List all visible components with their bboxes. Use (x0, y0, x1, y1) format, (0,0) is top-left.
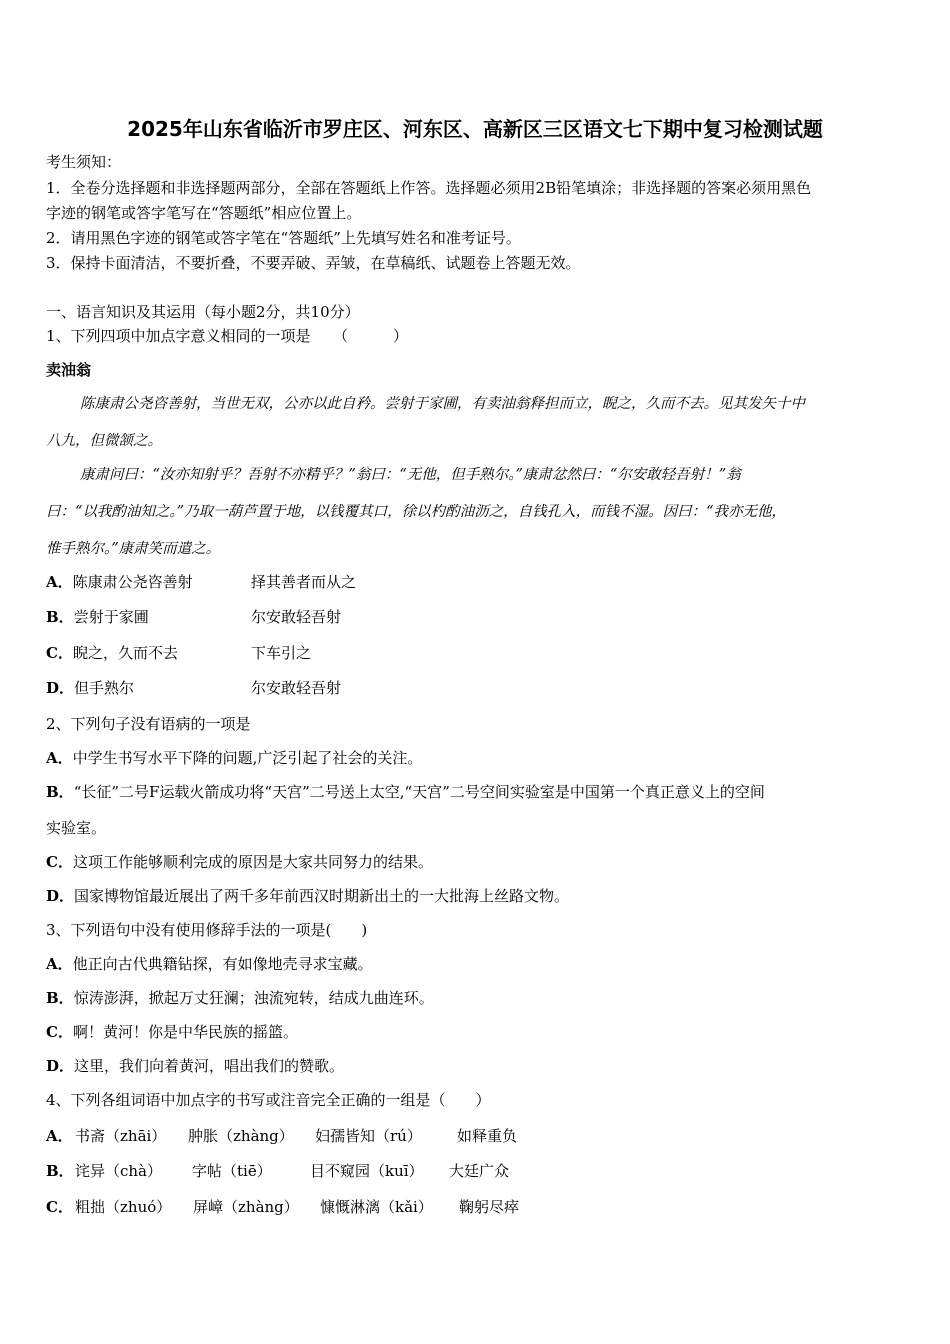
option-letter: D． (46, 887, 75, 905)
word-item: 如释重负 (457, 1127, 518, 1145)
word-item: 字帖（tiē） (192, 1162, 272, 1180)
option-text: 这里，我们向着黄河，唱出我们的赞歌。 (74, 1057, 345, 1075)
passage-title: 卖油翁 (46, 361, 92, 379)
passage-line: 八九，但微颔之。 (46, 433, 162, 449)
option-c (46, 643, 178, 663)
option-text: 他正向古代典籍钻探，有如像地壳寻求宝藏。 (72, 955, 373, 973)
option-letter: B． (46, 989, 74, 1007)
question-3-stem: 3、下列语句中没有使用修辞手法的一项是( ) (46, 921, 368, 939)
option-text: 这项工作能够顺利完成的原因是大家共同努力的结果。 (72, 853, 433, 871)
notice-line: 2．请用黑色字迹的钢笔或答字笔在“答题纸”上先填写姓名和准考证号。 (46, 229, 521, 247)
option-letter: C． (46, 1023, 73, 1041)
option-text: 国家博物馆最近展出了两千多年前西汉时期新出土的一大批海上丝路文物。 (74, 887, 570, 905)
option-letter: D． (46, 1057, 75, 1075)
option-letter: D． (46, 679, 75, 697)
option-letter: B． (46, 608, 74, 626)
passage-line: 惟手熟尔。”康肃笑而遣之。 (46, 541, 221, 557)
option-text: “长征”二号F运载火箭成功将“天宫”二号送上太空,“天宫”二号空间实验室是中国第一个真正意义上的空间 (73, 783, 765, 801)
option-right: 尔安敢轻吾射 (251, 679, 342, 697)
question-1-stem: 1、下列四项中加点字意义相同的一项是 （ ） (46, 327, 409, 345)
option-text: 惊涛澎湃，掀起万丈狂澜；浊流宛转，结成九曲连环。 (73, 989, 434, 1007)
option-letter: A． (46, 749, 73, 767)
notice-line: 字迹的钢笔或答字笔写在“答题纸”相应位置上。 (46, 204, 362, 222)
option-d (46, 1056, 344, 1076)
word-item: 慷慨淋漓（kǎi） (320, 1198, 433, 1216)
word-item: 书斋（zhāi） (75, 1127, 167, 1145)
option-a (46, 748, 422, 768)
option-left: 但手熟尔 (74, 679, 135, 697)
option-text: 啊！黄河！你是中华民族的摇篮。 (72, 1023, 298, 1041)
word-item: 粗拙（zhuó） (75, 1198, 172, 1216)
option-letter: C． (46, 644, 73, 662)
word-item: 目不窥园（kuī） (310, 1162, 424, 1180)
word-item: 鞠躬尽瘁 (459, 1198, 520, 1216)
notice-heading: 考生须知： (46, 153, 122, 171)
option-letter: B． (46, 783, 74, 801)
word-item: 妇孺皆知（rú） (315, 1127, 422, 1145)
option-a (46, 954, 373, 974)
option-d (46, 678, 134, 698)
section-heading: 一、语言知识及其运用（每小题2分，共10分） (46, 303, 360, 321)
option-left: 尝射于家圃 (73, 608, 149, 626)
option-letter: A． (46, 1127, 73, 1145)
word-item: 屏嶂（zhàng） (193, 1198, 299, 1216)
question-2-stem: 2、下列句子没有语病的一项是 (46, 715, 251, 733)
passage-line: 康肃问曰：“汝亦知射乎？吾射不亦精乎？”翁曰：“无他，但手熟尔。”康肃忿然曰：“尔安敢轻吾射！”翁 (80, 467, 741, 483)
word-item: 肿胀（zhàng） (188, 1127, 294, 1145)
option-letter: C． (46, 1198, 73, 1216)
option-left: 睨之，久而不去 (72, 644, 178, 662)
option-letter: C． (46, 853, 73, 871)
notice-line: 1．全卷分选择题和非选择题两部分，全部在答题纸上作答。选择题必须用2B铅笔填涂；非选择题的答案必须用黑色 (46, 179, 812, 197)
option-right: 尔安敢轻吾射 (251, 608, 342, 626)
option-b (46, 988, 434, 1008)
option-text: 中学生书写水平下降的问题,广泛引起了社会的关注。 (72, 749, 423, 767)
page-title: 2025年山东省临沂市罗庄区、河东区、高新区三区语文七下期中复习检测试题 (127, 117, 823, 141)
passage-line: 曰：“以我酌油知之。”乃取一葫芦置于地，以钱覆其口，徐以杓酌油沥之，自钱孔入，而钱不湿。因曰：“我亦无他， (46, 504, 786, 520)
word-item: 诧异（chà） (75, 1162, 163, 1180)
option-left: 陈康肃公尧咨善射 (72, 573, 193, 591)
option-letter: A． (46, 955, 73, 973)
option-b-continued: 实验室。 (46, 819, 107, 837)
option-b (46, 607, 149, 627)
option-letter: A． (46, 573, 73, 591)
option-c (46, 1022, 298, 1042)
option-right: 下车引之 (251, 644, 312, 662)
notice-line: 3．保持卡面清洁，不要折叠，不要弄破、弄皱，在草稿纸、试题卷上答题无效。 (46, 254, 581, 272)
option-letter: B． (46, 1162, 74, 1180)
passage-line: 陈康肃公尧咨善射，当世无双，公亦以此自矜。尝射于家圃，有卖油翁释担而立，睨之，久而不去。见其发矢十中 (80, 396, 805, 412)
option-right: 择其善者而从之 (251, 573, 357, 591)
option-d (46, 886, 569, 906)
option-c (46, 852, 433, 872)
option-a (46, 572, 193, 592)
option-b (46, 782, 765, 802)
question-4-stem: 4、下列各组词语中加点字的书写或注音完全正确的一组是（ ） (46, 1091, 491, 1109)
word-item: 大廷广众 (449, 1162, 510, 1180)
